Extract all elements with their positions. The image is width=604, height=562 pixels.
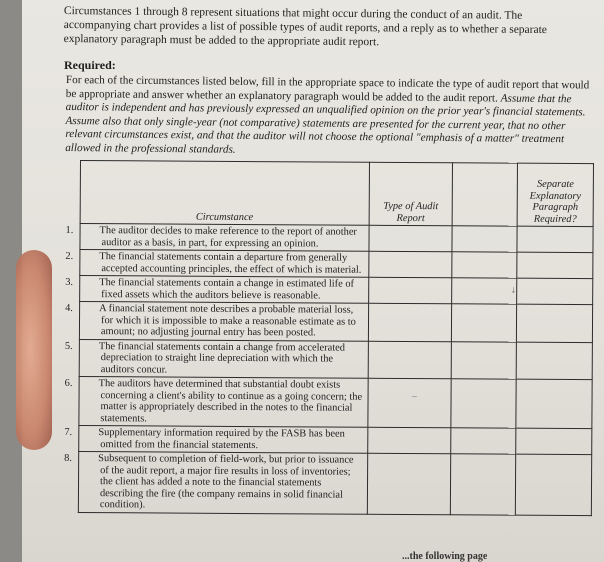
blank-answer-cell[interactable] [452,304,517,342]
header-separate-paragraph: Separate Explanatory Paragraph Required? [517,163,593,226]
table-row [79,376,592,428]
circumstance-number: 4. [65,302,73,314]
circumstance-cell [65,302,368,341]
instructions-paragraph [65,74,594,161]
separate-paragraph-answer-cell[interactable] [517,226,593,252]
table-row [80,250,593,279]
table-row [78,451,591,515]
circumstance-number: 1. [65,224,74,236]
circumstance-text: A financial statement note describes a probable material loss, for which it is impossible to make a reasonable estimate as to amount; no adjusting journal entry has been posted. [99,303,356,339]
header-type-of-audit-report: Type of Audit Report [369,162,453,226]
blank-answer-cell[interactable] [451,454,516,515]
separate-paragraph-answer-cell[interactable] [517,304,593,342]
type-of-report-answer-cell[interactable] [369,251,453,278]
circumstance-number: 5. [64,340,73,352]
circumstance-text: The auditors have determined that substantial doubt exists concerning a client's ability to continue as a going concern; the matter is appropriately described in the notes to the financial statements. [98,378,363,424]
instructions-assumptions: Assume that the auditor is independent and has previously expressed an unqualified opinion on the prior year's financial statements. Assume also that only single-year (not comparative) statements are presented for the current year, that no other relevant circumstances exist, and that the auditor will not choose the optional "emphasis of a matter" treatment allowed in the professional standards. [65,92,586,156]
blank-answer-cell[interactable] [452,252,517,278]
circumstance-text: Supplementary information required by the FASB has been omitted from the financial statements. [98,427,345,451]
circumstance-cell [65,276,369,304]
blank-answer-cell[interactable] [451,341,516,379]
type-of-report-answer-cell[interactable] [368,341,452,379]
separate-paragraph-answer-cell[interactable] [516,454,592,515]
type-of-report-answer-cell[interactable] [368,303,452,341]
circumstance-cell [65,224,369,252]
table-row [79,425,592,454]
circumstance-cell [64,339,368,378]
circumstance-number: 7. [64,426,73,438]
pencil-mark: ↓ [510,286,517,295]
circumstance-number: 6. [64,377,73,389]
instructions-text: For each of the circumstances listed below, fill in the appropriate space to indicate the type of audit report that would be appropriate and answer whether an explanatory paragraph would be added to the audit report. [65,74,590,105]
type-of-report-answer-cell[interactable] [368,378,452,428]
circumstance-cell [64,451,367,513]
separate-paragraph-answer-cell[interactable] [516,428,592,454]
circumstance-number: 2. [65,250,74,262]
blank-answer-cell[interactable] [452,226,517,252]
type-of-report-answer-cell[interactable] [367,453,451,514]
separate-paragraph-answer-cell[interactable] [516,379,592,428]
circumstance-number: 3. [65,276,74,288]
circumstance-text: The auditor decides to make reference to the report of another auditor as a basis, in part, for expressing an opinion. [99,225,357,249]
type-of-report-answer-cell[interactable] [367,427,451,454]
header-blank-column [452,163,517,226]
circumstance-text: The financial statements contain a change from accelerated depreciation to straight line depreciation with which the auditors concur. [98,340,345,376]
pencil-mark: ~ [411,392,418,401]
footer-text: ...the following page [402,551,488,562]
table-row [79,339,592,380]
document-page [22,0,604,562]
circumstance-text: The financial statements contain a change in estimated life of fixed assets which the auditors believe is reasonable. [99,277,355,301]
header-circumstance: Circumstance [80,161,369,226]
required-heading: Required: [64,58,116,72]
separate-paragraph-answer-cell[interactable] [517,278,593,304]
table-row [79,302,592,343]
table-row [80,224,593,253]
circumstance-number: 8. [64,452,73,464]
type-of-report-answer-cell[interactable] [369,225,453,252]
circumstance-text: Subsequent to completion of field-work, but prior to issuance of the audit report, a major fire results in loss of inventories; the client has added a note to the financial statements describing the fire (the company remains in solid financial condition). [98,453,354,511]
circumstance-cell [64,376,368,427]
intro-paragraph: Circumstances 1 through 8 represent situations that might occur during the conduct of an audit. The accompanying chart provides a list of possible types of audit reports, and a reply as to whether a separate explanatory paragraph must be added to the appropriate audit report. [63,4,547,49]
circumstance-cell [64,425,368,453]
blank-answer-cell[interactable] [451,428,516,454]
separate-paragraph-answer-cell[interactable] [517,252,593,278]
blank-answer-cell[interactable] [452,278,517,304]
type-of-report-answer-cell[interactable] [368,277,452,304]
circumstance-text: The financial statements contain a departure from generally accepted accounting principles, the effect of which is material. [99,251,362,276]
blank-answer-cell[interactable] [451,379,516,428]
circumstance-table [64,160,594,516]
separate-paragraph-answer-cell[interactable] [516,342,592,380]
table-header-row [80,161,593,227]
thumb-photo-artifact [16,250,52,450]
circumstance-cell [65,250,369,278]
